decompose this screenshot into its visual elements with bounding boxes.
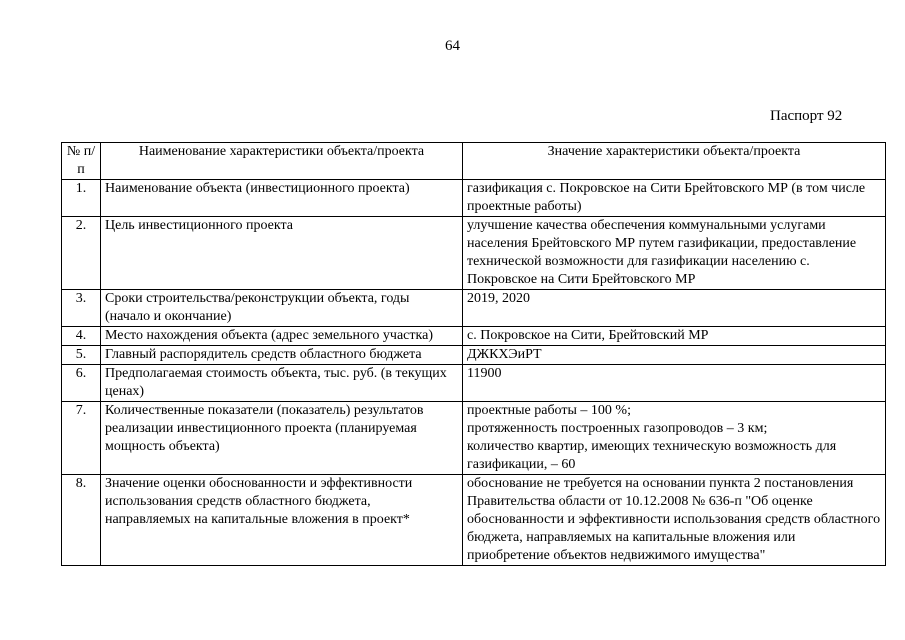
row-number: 6. — [62, 365, 101, 402]
table-row — [62, 180, 886, 217]
row-value — [463, 290, 886, 327]
header-name: Наименование характеристики объекта/проекта — [101, 143, 463, 180]
row-value — [463, 475, 886, 566]
row-value — [463, 346, 886, 365]
row-value — [463, 327, 886, 346]
row-value — [463, 365, 886, 402]
row-number: 8. — [62, 475, 101, 566]
row-value-line: протяженность построенных газопроводов – 3 км; — [467, 421, 768, 436]
row-name: Место нахождения объекта (адрес земельного участка) — [101, 327, 463, 346]
row-value-line: 11900 — [467, 366, 502, 381]
row-number: 4. — [62, 327, 101, 346]
row-number: 7. — [62, 402, 101, 475]
row-value — [463, 217, 886, 290]
row-name: Сроки строительства/реконструкции объекта, годы (начало и окончание) — [101, 290, 463, 327]
table-row — [62, 327, 886, 346]
row-value-line: проектные работы – 100 %; — [467, 403, 631, 418]
page-number: 64 — [445, 38, 460, 54]
row-name: Наименование объекта (инвестиционного проекта) — [101, 180, 463, 217]
row-value-line: количество квартир, имеющих техническую возможность для газификации, – 60 — [467, 439, 837, 472]
row-value-line: обоснование не требуется на основании пункта 2 постановления Правительства области от 10.12.2008 № 636-п "Об оценке обоснованности и эффективности использования средств областного бюджета, направляемых на капитальные вложения или приобретение объектов недвижимого имущества" — [467, 476, 881, 563]
header-number: № п/п — [62, 143, 101, 180]
table-row — [62, 365, 886, 402]
row-name: Цель инвестиционного проекта — [101, 217, 463, 290]
passport-table — [61, 142, 886, 566]
row-value-line: газификация с. Покровское на Сити Брейтовского МР (в том числе проектные работы) — [467, 181, 866, 214]
row-name: Предполагаемая стоимость объекта, тыс. руб. (в текущих ценах) — [101, 365, 463, 402]
row-name: Значение оценки обоснованности и эффективности использования средств областного бюджета, направляемых на капитальные вложения в проект* — [101, 475, 463, 566]
row-value — [463, 180, 886, 217]
table-row — [62, 402, 886, 475]
row-number: 1. — [62, 180, 101, 217]
row-value-line: 2019, 2020 — [467, 291, 530, 306]
row-value — [463, 402, 886, 475]
row-number: 5. — [62, 346, 101, 365]
row-name: Количественные показатели (показатель) результатов реализации инвестиционного проекта (планируемая мощность объекта) — [101, 402, 463, 475]
table-row — [62, 346, 886, 365]
row-name: Главный распорядитель средств областного бюджета — [101, 346, 463, 365]
row-number: 2. — [62, 217, 101, 290]
passport-label: Паспорт 92 — [770, 108, 843, 124]
table-row — [62, 290, 886, 327]
table-row — [62, 475, 886, 566]
row-value-line: с. Покровское на Сити, Брейтовский МР — [467, 328, 709, 343]
header-value: Значение характеристики объекта/проекта — [463, 143, 886, 180]
table-row — [62, 217, 886, 290]
row-value-line: ДЖКХЭиРТ — [467, 347, 542, 362]
row-value-line: улучшение качества обеспечения коммунальными услугами населения Брейтовского МР путем газификации, предоставление технической возможности для газификации населению с. Покровское на Сити Брейтовского МР — [467, 218, 857, 287]
table-header-row — [62, 143, 886, 180]
row-number: 3. — [62, 290, 101, 327]
